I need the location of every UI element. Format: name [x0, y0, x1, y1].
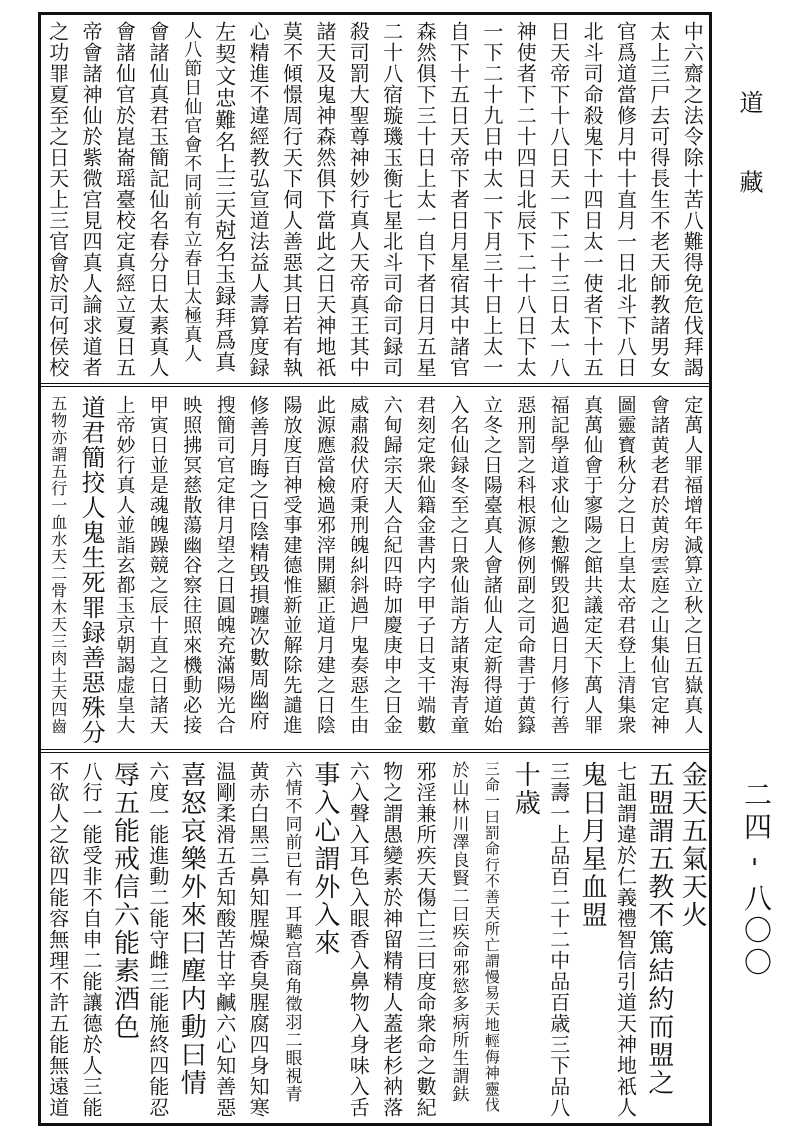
text-column: 自下十五日天帝下者日月星宿其中諸官 — [446, 21, 471, 378]
text-column: 惡刑罰之科根源修例副之司命書于黄籙 — [514, 395, 537, 735]
text-panel-middle — [41, 389, 709, 749]
text-column: 五盟謂五教不篤結約而盟之 — [643, 761, 674, 1097]
margin-title: 道 藏 — [735, 90, 763, 218]
text-column: 金天五氣天火 — [677, 761, 708, 929]
text-column: 陽放度百神受事建德惟新並解除先譴進 — [280, 395, 303, 735]
text-column: 會諸仙官於崑崙瑶臺校定真經立夏日五 — [112, 21, 137, 378]
text-column: 威肅殺伏府秉刑魄糾斜過尸鬼奏惡生由 — [347, 395, 370, 735]
text-column: 君刻定衆仙籍金書内字甲子日支干端數 — [414, 395, 437, 735]
text-column: 十歳 — [510, 761, 541, 817]
text-column: 甲寅日並是魂魄躁競之辰十直之日諸天 — [146, 395, 169, 735]
text-column: 六甸歸宗天人合紀四時加慶庚申之日金 — [380, 395, 403, 735]
text-column: 六情不同前已有一耳聽宫商角徵羽二眼視青 — [281, 761, 302, 1103]
text-column: 定萬人罪福增年減算立秋之日五嶽真人 — [681, 395, 704, 735]
text-column: 六入聲入耳色入眼香入鼻物入身味入舌 — [346, 761, 371, 1118]
text-column: 辱五能戒信六能素酒色 — [109, 761, 140, 1041]
text-column: 五物亦謂五行一血水天二骨木天三肉土天四齒 — [48, 395, 68, 735]
panel-divider — [41, 383, 709, 387]
text-column: 此源應當檢過邪滓開顯正道月建之日陰 — [313, 395, 336, 735]
text-column: 太上三尸去可得長生不老天師教諸男女 — [646, 21, 671, 378]
text-column: 莫不傾憬周行天下伺人善惡其日若有執 — [279, 21, 304, 378]
text-column: 真萬仙會于寥陽之館共議定天下萬人罪 — [581, 395, 604, 735]
text-column: 鬼日月星血盟 — [577, 761, 608, 929]
text-column: 殺司罰大聖尊神妙行真人天帝真王其中 — [346, 21, 371, 378]
text-column: 搜簡司官定律月望之日圓魄充滿陽光合 — [213, 395, 236, 735]
text-column: 北斗司命殺鬼下十四日太一使者下十五 — [580, 21, 605, 378]
text-column: 中六齋之法令除十苦八難得免危伐拜謁 — [680, 21, 705, 378]
text-column: 三命一曰罰命行不善天所亡謂慢易天地輕侮神靈伐 — [482, 761, 501, 1113]
text-column: 人八節日仙官會不同前有立春日太極真人 — [181, 21, 203, 363]
text-column: 立冬之日陽臺真人會諸仙人定新得道始 — [480, 395, 503, 735]
text-column: 圖靈寳秋分之日上皇太帝君登上清集衆 — [614, 395, 637, 735]
text-column: 二十八宿璇璣玉衡七星北斗司命司録司 — [379, 21, 404, 378]
text-column: 一下二十九日中太一下月三十日上太一 — [479, 21, 504, 378]
text-column: 三壽一上品百二十二中品百歳三下品八 — [546, 761, 571, 1118]
text-column: 神使者下二十四日北辰下二十八日下太 — [513, 21, 538, 378]
text-column: 心精進不違經教弘宣道法益人壽算度録 — [246, 21, 271, 378]
text-column: 物之謂愚變素於神留精精人蓋老杉衲落 — [379, 761, 404, 1118]
text-column: 之功罪夏至之日天上三官會於司何侯校 — [45, 21, 70, 378]
text-column: 會諸黄老君於黄房雲庭之山集仙官定神 — [647, 395, 670, 735]
text-column: 喜怒哀樂外來曰塵内動曰情 — [176, 761, 207, 1097]
text-column: 上帝妙行真人並詣玄都玉京朝謁虚皇大 — [113, 395, 136, 735]
panel-divider — [41, 749, 709, 753]
text-column: 會諸仙真君玉簡記仙名春分日太素真人 — [145, 21, 170, 378]
text-column: 八行一能受非不自申二能讓德於人三能 — [79, 761, 104, 1118]
text-column: 邪淫兼所疾天傷亡三曰度命衆命之數紀 — [413, 761, 438, 1118]
text-column: 日天帝下十八日天一下二十三日太一八 — [546, 21, 571, 378]
text-column: 七詛謂違於仁義禮智信引道天神地祇人 — [613, 761, 638, 1118]
text-panel-top — [41, 15, 709, 383]
page-number: 二四 - 八〇〇 — [740, 780, 773, 980]
text-column: 福記學道求仙之懃懈毁犯過日月修行善 — [547, 395, 570, 735]
text-column: 森然俱下三十日上太一自下者日月五星 — [413, 21, 438, 378]
text-column: 修善月晦之日陰精毁損躔次數周幽府 — [246, 395, 271, 731]
text-column: 道君簡挍人鬼生死罪録善惡殊分 — [77, 395, 106, 745]
text-column: 帝會諸神仙於紫微宫見四真人論求道者 — [79, 21, 104, 378]
text-column: 温剛柔滑五舌知酸苦甘辛鹹六心知善惡 — [212, 761, 237, 1118]
text-column: 六度一能進動二能守雌三能施終四能忍 — [145, 761, 170, 1118]
page-frame — [38, 12, 712, 1126]
text-column: 映照拂冥慈散蕩幽谷察往照來機動必接 — [180, 395, 203, 735]
text-column: 官爲道當修月中十直月一日北斗下八日 — [613, 21, 638, 378]
text-column: 左契文忠難名上三天尅名玉録拜爲真 — [212, 21, 237, 373]
text-panel-bottom — [41, 755, 709, 1123]
text-column: 不欲人之欲四能容無理不許五能無遠道 — [45, 761, 70, 1118]
text-column: 黄赤白黑三鼻知腥燥香臭腥腐四身知寒 — [246, 761, 271, 1118]
text-column: 諸天及鬼神森然俱下當此之日天神地祇 — [312, 21, 337, 378]
text-column: 入名仙録冬至之日衆仙詣方諸東海青童 — [447, 395, 470, 735]
text-column: 於山林川澤良賢二曰疾命邪慾多病所生謂鈇 — [448, 761, 469, 1103]
text-column: 事入心謂外入來 — [309, 761, 340, 957]
